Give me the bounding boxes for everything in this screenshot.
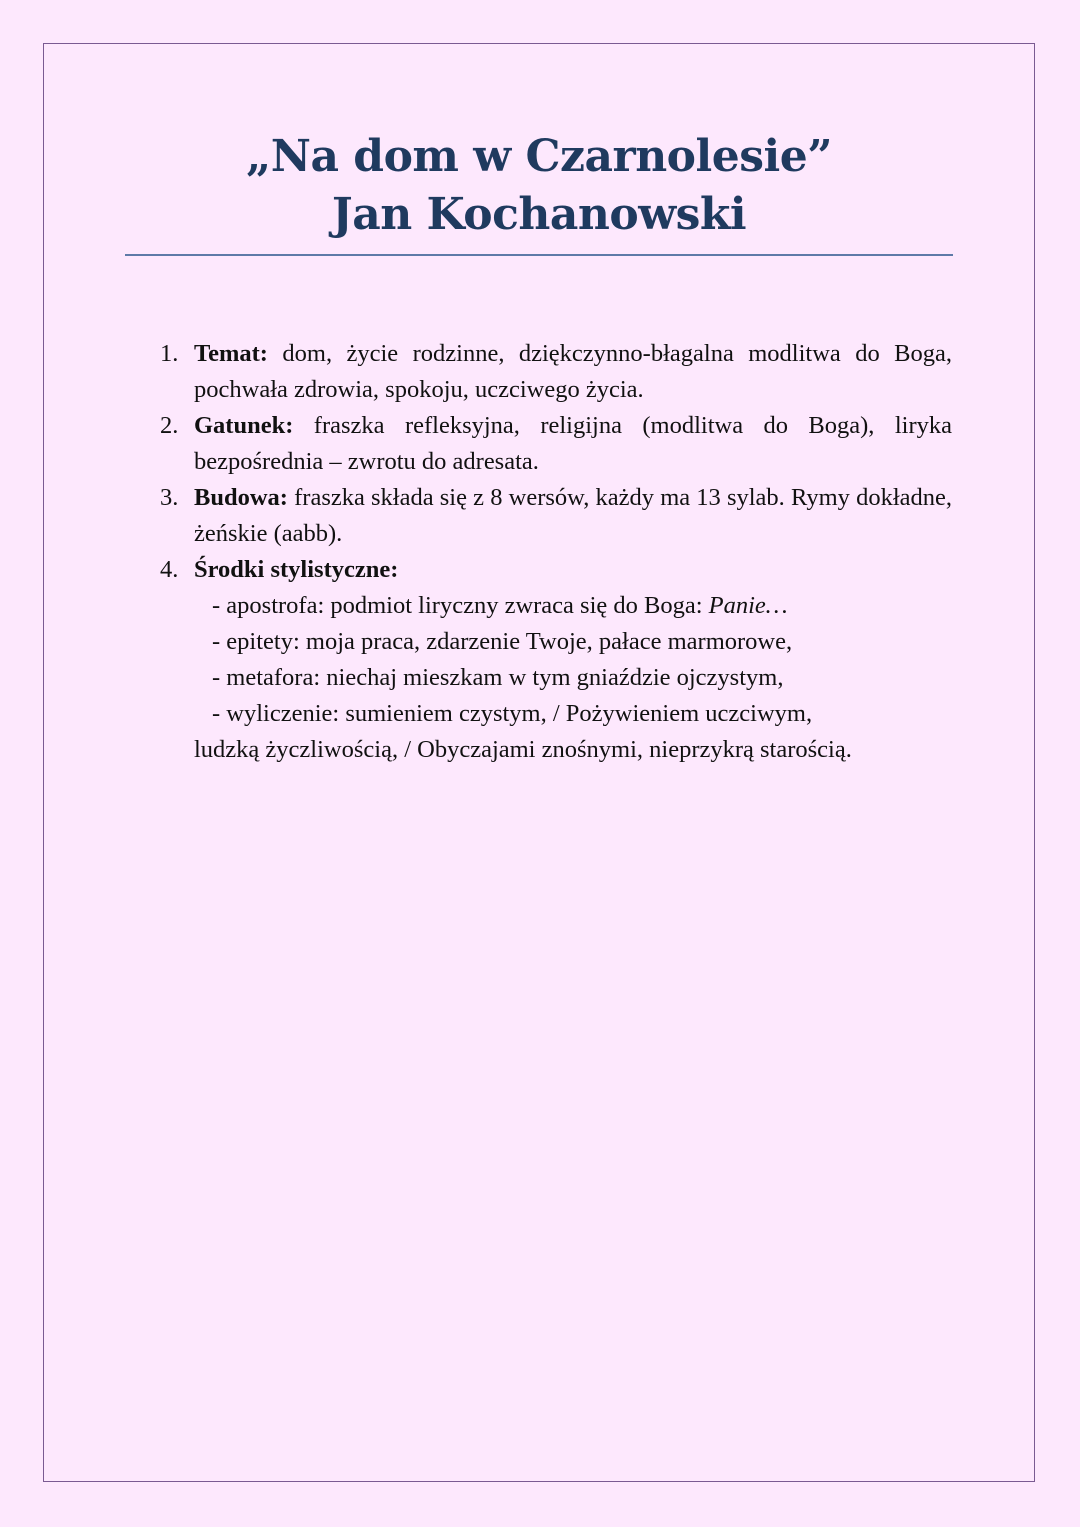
item-label: Budowa: xyxy=(194,484,288,511)
list-item-srodki xyxy=(160,552,952,768)
list-item-gatunek xyxy=(160,408,952,480)
device-wyliczenie-continued: ludzką życzliwością, / Obyczajami znośnymi, nieprzykrą starością. xyxy=(194,736,852,763)
item-label: Środki stylistyczne: xyxy=(194,556,399,583)
item-label: Gatunek: xyxy=(194,412,294,439)
title-divider xyxy=(125,254,953,256)
item-number: 2. xyxy=(160,412,179,439)
stylistic-devices-list xyxy=(194,588,952,768)
item-text: dom, życie rodzinne, dziękczynno-błagalna modlitwa do Boga, pochwała zdrowia, spokoju, uczciwego życia. xyxy=(194,340,952,403)
item-text: fraszka refleksyjna, religijna (modlitwa do Boga), liryka bezpośrednia – zwrotu do adresata. xyxy=(194,412,952,475)
list-item-budowa xyxy=(160,480,952,552)
title-poem-name: „Na dom w Czarnolesie” xyxy=(245,131,833,182)
document-title xyxy=(125,128,953,244)
title-author: Jan Kochanowski xyxy=(331,189,747,240)
item-text: fraszka składa się z 8 wersów, każdy ma 13 sylab. Rymy dokładne, żeńskie (aabb). xyxy=(194,484,952,547)
device-quote: Panie… xyxy=(708,592,788,619)
device-text: - apostrofa: podmiot liryczny zwraca się do Boga: xyxy=(212,592,709,619)
device-wyliczenie: - wyliczenie: sumieniem czystym, / Pożywieniem uczciwym, xyxy=(212,700,813,727)
item-number: 4. xyxy=(160,556,179,583)
device-epitety: - epitety: moja praca, zdarzenie Twoje, pałace marmorowe, xyxy=(212,628,793,655)
item-number: 1. xyxy=(160,340,179,367)
device-metafora: - metafora: niechaj mieszkam w tym gniaździe ojczystym, xyxy=(212,664,784,691)
device-apostrofa xyxy=(194,588,952,624)
list-item-temat xyxy=(160,336,952,408)
item-number: 3. xyxy=(160,484,179,511)
notes-list xyxy=(160,336,952,768)
item-label: Temat: xyxy=(194,340,268,367)
